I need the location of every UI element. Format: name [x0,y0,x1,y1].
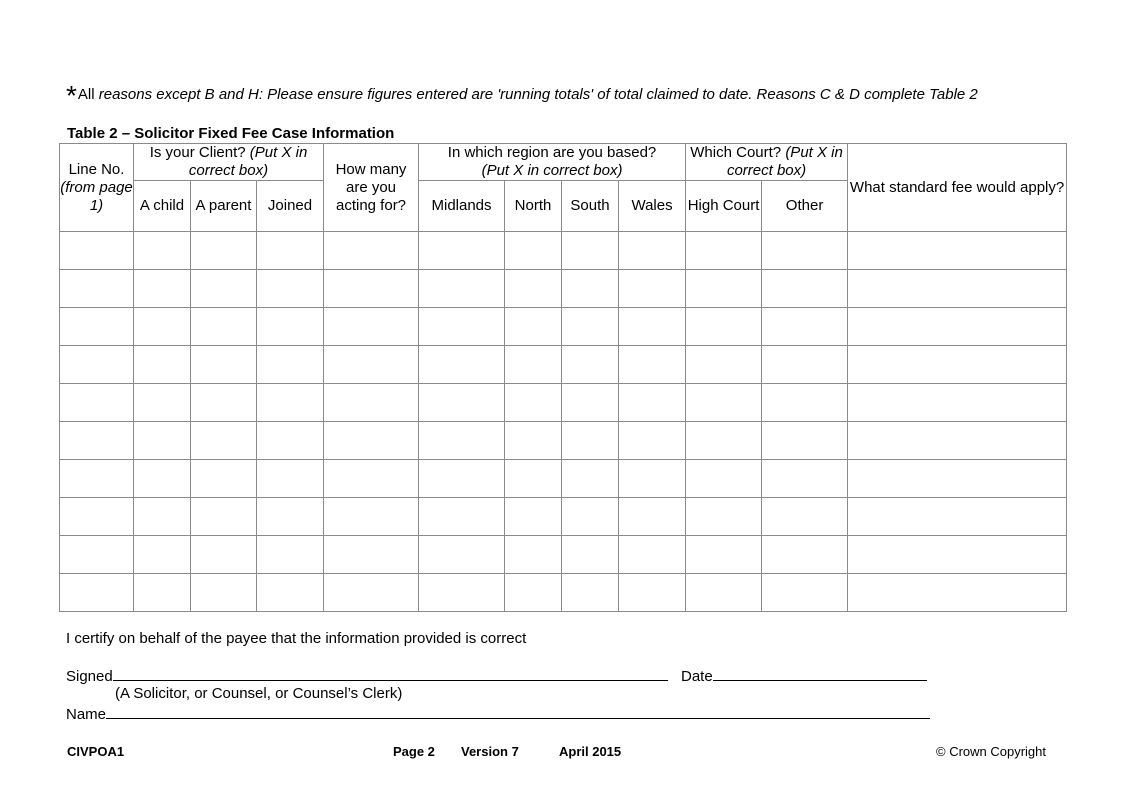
table-cell[interactable] [762,232,848,270]
table-cell[interactable] [134,232,191,270]
table-row [60,232,1067,270]
table-cell[interactable] [762,574,848,612]
note-text: reasons except B and H: Please ensure figures entered are 'running totals' of total claimed to date. Reasons C & D complete Table 2 [98,86,978,103]
table-cell[interactable] [505,346,562,384]
table-cell[interactable] [257,384,324,422]
table-cell[interactable] [762,498,848,536]
table-cell[interactable] [134,270,191,308]
date-field[interactable] [713,666,927,681]
table-cell[interactable] [762,536,848,574]
header-other: Other [762,181,848,232]
table-cell[interactable] [324,460,419,498]
table-cell[interactable] [619,536,686,574]
table-cell[interactable] [419,498,505,536]
table-cell[interactable] [562,422,619,460]
table-cell[interactable] [60,384,134,422]
table-cell[interactable] [257,574,324,612]
table-cell[interactable] [419,346,505,384]
name-label: Name [66,706,107,723]
table-cell[interactable] [686,232,762,270]
signed-line [66,666,668,685]
table-cell[interactable] [505,232,562,270]
table-row [60,460,1067,498]
table-cell[interactable] [419,270,505,308]
version: Version 7 [461,744,519,759]
table-cell[interactable] [191,536,257,574]
table-cell[interactable] [191,384,257,422]
table-cell[interactable] [686,460,762,498]
header-joined: Joined [257,181,324,232]
table-cell[interactable] [686,270,762,308]
header-south: South [562,181,619,232]
table-cell[interactable] [505,422,562,460]
table-cell[interactable] [686,536,762,574]
table-cell[interactable] [762,346,848,384]
header-wales: Wales [619,181,686,232]
table-cell[interactable] [60,422,134,460]
table-cell[interactable] [848,308,1067,346]
signed-label: Signed [66,668,113,685]
table-cell[interactable] [762,460,848,498]
header-high-court: High Court [686,181,762,232]
table-row [60,498,1067,536]
table-cell[interactable] [505,460,562,498]
table-cell[interactable] [60,232,134,270]
header-standard-fee: What standard fee would apply? [848,144,1067,232]
table-cell[interactable] [562,460,619,498]
table-cell[interactable] [762,308,848,346]
header-court: Which Court? (Put X in correct box) [686,144,848,181]
table-cell[interactable] [60,536,134,574]
table-cell[interactable] [619,574,686,612]
date-label: Date [681,668,713,685]
table-row [60,422,1067,460]
table-cell[interactable] [419,232,505,270]
header-region: In which region are you based? (Put X in correct box) [419,144,686,181]
table-cell[interactable] [619,384,686,422]
table-cell[interactable] [60,270,134,308]
table-row [60,384,1067,422]
table-cell[interactable] [134,346,191,384]
table-cell[interactable] [60,346,134,384]
certification-statement: I certify on behalf of the payee that the information provided is correct [66,630,527,647]
table-cell[interactable] [257,308,324,346]
table-cell[interactable] [324,498,419,536]
table-cell[interactable] [134,384,191,422]
table-cell[interactable] [134,460,191,498]
table-cell[interactable] [60,574,134,612]
table-cell[interactable] [762,384,848,422]
table-cell[interactable] [257,346,324,384]
table-cell[interactable] [60,308,134,346]
table-cell[interactable] [134,498,191,536]
table-cell[interactable] [191,346,257,384]
table-cell[interactable] [848,384,1067,422]
table-cell[interactable] [324,536,419,574]
table-cell[interactable] [60,460,134,498]
table-cell[interactable] [562,384,619,422]
table-cell[interactable] [848,346,1067,384]
table-cell[interactable] [191,574,257,612]
table-cell[interactable] [686,346,762,384]
table-cell[interactable] [257,460,324,498]
table-cell[interactable] [324,232,419,270]
table-cell[interactable] [134,422,191,460]
table-cell[interactable] [686,422,762,460]
table-cell[interactable] [257,422,324,460]
footer-date: April 2015 [559,744,622,759]
table-row [60,574,1067,612]
table-cell[interactable] [419,574,505,612]
header-midlands: Midlands [419,181,505,232]
table-cell[interactable] [619,460,686,498]
table-cell[interactable] [848,498,1067,536]
table-cell[interactable] [562,308,619,346]
table-cell[interactable] [562,498,619,536]
table-cell[interactable] [505,308,562,346]
note-prefix: All [77,86,99,103]
table-cell[interactable] [324,422,419,460]
table-cell[interactable] [257,232,324,270]
table-cell[interactable] [324,270,419,308]
table-cell[interactable] [505,384,562,422]
signature-field[interactable] [113,666,668,681]
table-cell[interactable] [505,498,562,536]
date-line [681,666,927,685]
page-number: Page 2 [393,744,435,759]
table-cell[interactable] [191,422,257,460]
table-cell[interactable] [324,574,419,612]
table-cell[interactable] [686,498,762,536]
table-cell[interactable] [619,422,686,460]
table-row [60,270,1067,308]
table-cell[interactable] [562,270,619,308]
table-cell[interactable] [505,574,562,612]
table-cell[interactable] [619,270,686,308]
table-row [60,346,1067,384]
table-cell[interactable] [134,574,191,612]
table-cell[interactable] [419,422,505,460]
table-cell[interactable] [562,232,619,270]
table-cell[interactable] [134,536,191,574]
table-cell[interactable] [848,422,1067,460]
table-cell[interactable] [619,232,686,270]
table-cell[interactable] [505,536,562,574]
table-cell[interactable] [419,536,505,574]
table-cell[interactable] [191,498,257,536]
table-cell[interactable] [419,308,505,346]
table-cell[interactable] [324,346,419,384]
table-cell[interactable] [848,232,1067,270]
table-cell[interactable] [686,308,762,346]
table-cell[interactable] [619,308,686,346]
table-cell[interactable] [848,270,1067,308]
copyright: © Crown Copyright [936,744,1047,759]
table-cell[interactable] [191,460,257,498]
table-cell[interactable] [619,346,686,384]
table-cell[interactable] [257,270,324,308]
name-line [66,704,930,723]
table-row [60,536,1067,574]
table-cell[interactable] [686,384,762,422]
header-a-parent: A parent [191,181,257,232]
table-cell[interactable] [60,498,134,536]
table-cell[interactable] [848,536,1067,574]
table-cell[interactable] [848,574,1067,612]
table-cell[interactable] [686,574,762,612]
fixed-fee-table [59,143,1067,612]
table-cell[interactable] [762,270,848,308]
table-title: Table 2 – Solicitor Fixed Fee Case Information [67,125,395,142]
table-cell[interactable] [619,498,686,536]
header-how-many: How many are you acting for? [324,144,419,232]
table-cell[interactable] [562,574,619,612]
header-a-child: A child [134,181,191,232]
table-cell[interactable] [191,232,257,270]
asterisk-icon: * [66,80,77,111]
table-cell[interactable] [191,308,257,346]
header-client: Is your Client? (Put X in correct box) [134,144,324,181]
table-cell[interactable] [562,536,619,574]
table-cell[interactable] [419,384,505,422]
table-cell[interactable] [324,308,419,346]
name-field[interactable] [106,704,930,719]
signer-note: (A Solicitor, or Counsel, or Counsel’s Clerk) [115,685,403,702]
header-line-no: Line No. (from page 1) [60,144,134,232]
table-cell[interactable] [562,346,619,384]
table-cell[interactable] [419,460,505,498]
instruction-note [66,80,978,112]
table-cell[interactable] [257,498,324,536]
form-code: CIVPOA1 [67,744,125,759]
table-cell[interactable] [762,422,848,460]
table-cell[interactable] [324,384,419,422]
table-cell[interactable] [505,270,562,308]
table-cell[interactable] [134,308,191,346]
table-cell[interactable] [191,270,257,308]
header-north: North [505,181,562,232]
table-row [60,308,1067,346]
table-cell[interactable] [257,536,324,574]
table-cell[interactable] [848,460,1067,498]
